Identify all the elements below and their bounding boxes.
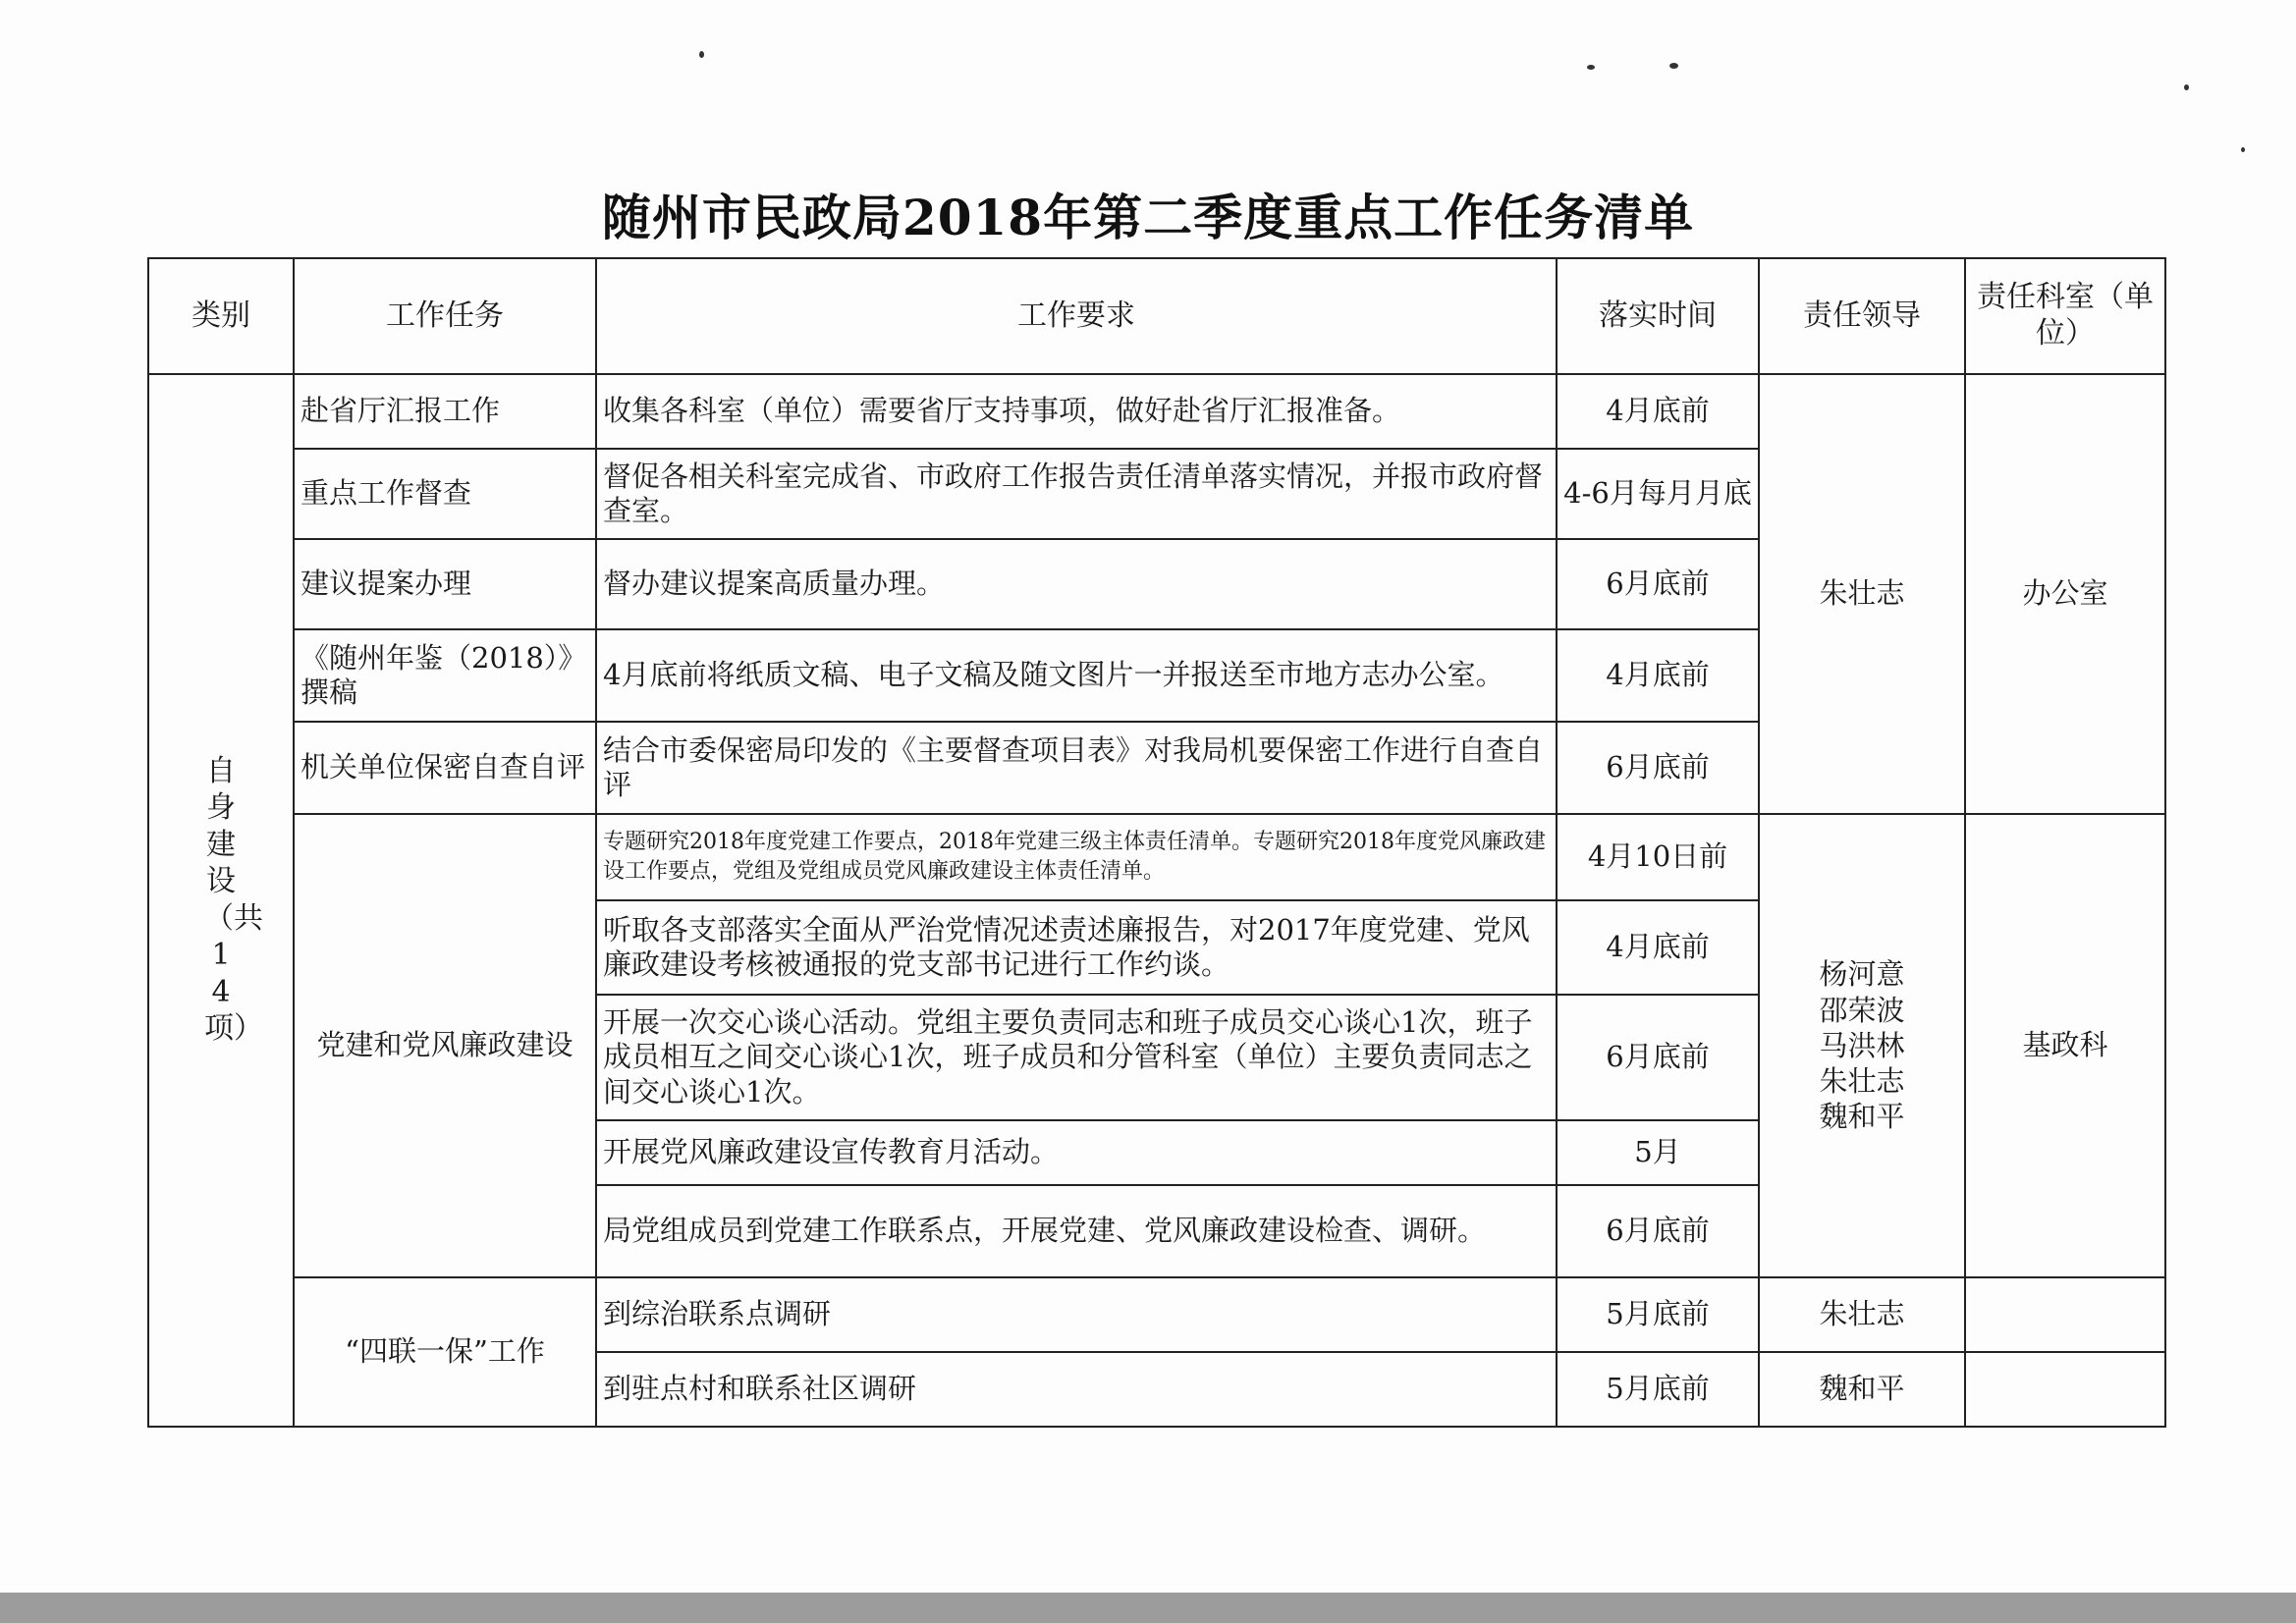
header-category: 类别 xyxy=(148,258,294,374)
leader-cell: 魏和平 xyxy=(1759,1352,1965,1427)
time-cell: 6月底前 xyxy=(1557,539,1759,629)
header-task: 工作任务 xyxy=(294,258,596,374)
category-label: 自身建设（共14项） xyxy=(204,753,263,1047)
category-cell xyxy=(148,374,294,1427)
time-cell: 4-6月每月月底 xyxy=(1557,449,1759,539)
requirement-cell: 收集各科室（单位）需要省厅支持事项，做好赴省厅汇报准备。 xyxy=(596,374,1557,449)
leader-name: 马洪林 xyxy=(1819,1028,1905,1062)
time-cell: 4月10日前 xyxy=(1557,814,1759,900)
leader-name: 魏和平 xyxy=(1819,1100,1905,1134)
time-cell: 6月底前 xyxy=(1557,722,1759,814)
scan-speck xyxy=(2184,84,2189,90)
table-header-row xyxy=(148,258,2165,374)
task-cell: 《随州年鉴（2018）》撰稿 xyxy=(294,629,596,722)
requirement-cell: 局党组成员到党建工作联系点，开展党建、党风廉政建设检查、调研。 xyxy=(596,1185,1557,1277)
leader-cell: 朱壮志 xyxy=(1759,1277,1965,1352)
requirement-cell: 4月底前将纸质文稿、电子文稿及随文图片一并报送至市地方志办公室。 xyxy=(596,629,1557,722)
requirement-cell: 听取各支部落实全面从严治党情况述责述廉报告，对2017年度党建、党风廉政建设考核被通报的党支部书记进行工作约谈。 xyxy=(596,900,1557,995)
time-cell: 4月底前 xyxy=(1557,900,1759,995)
task-cell: 党建和党风廉政建设 xyxy=(294,814,596,1277)
time-cell: 5月底前 xyxy=(1557,1352,1759,1427)
time-cell: 4月底前 xyxy=(1557,629,1759,722)
leader-name: 朱壮志 xyxy=(1819,1064,1905,1099)
time-cell: 4月底前 xyxy=(1557,374,1759,449)
department-cell: 办公室 xyxy=(1965,374,2165,814)
requirement-cell: 开展党风廉政建设宣传教育月活动。 xyxy=(596,1120,1557,1185)
scan-edge-bar xyxy=(0,1593,2296,1623)
leader-cell: 朱壮志 xyxy=(1759,374,1965,814)
leader-list xyxy=(1766,956,1958,1134)
requirement-cell: 到综治联系点调研 xyxy=(596,1277,1557,1352)
scan-speck xyxy=(1587,65,1595,70)
requirement-cell: 开展一次交心谈心活动。党组主要负责同志和班子成员交心谈心1次，班子成员相互之间交心谈心1次，班子成员和分管科室（单位）主要负责同志之间交心谈心1次。 xyxy=(596,995,1557,1120)
header-requirement: 工作要求 xyxy=(596,258,1557,374)
task-cell: “四联一保”工作 xyxy=(294,1277,596,1427)
header-leader: 责任领导 xyxy=(1759,258,1965,374)
task-cell: 赴省厅汇报工作 xyxy=(294,374,596,449)
requirement-cell: 督促各相关科室完成省、市政府工作报告责任清单落实情况，并报市政府督查室。 xyxy=(596,449,1557,539)
header-time: 落实时间 xyxy=(1557,258,1759,374)
requirement-cell: 结合市委保密局印发的《主要督查项目表》对我局机要保密工作进行自查自评 xyxy=(596,722,1557,814)
leader-cell xyxy=(1759,814,1965,1277)
department-cell: 基政科 xyxy=(1965,814,2165,1277)
scan-speck xyxy=(1669,63,1678,69)
time-cell: 6月底前 xyxy=(1557,1185,1759,1277)
department-cell xyxy=(1965,1352,2165,1427)
requirement-cell: 专题研究2018年度党建工作要点，2018年党建三级主体责任清单。专题研究2018年度党风廉政建设工作要点，党组及党组成员党风廉政建设主体责任清单。 xyxy=(596,814,1557,900)
requirement-cell: 督办建议提案高质量办理。 xyxy=(596,539,1557,629)
leader-name: 邵荣波 xyxy=(1819,993,1905,1027)
table-row xyxy=(148,1277,2165,1352)
task-table xyxy=(147,257,2166,1428)
time-cell: 6月底前 xyxy=(1557,995,1759,1120)
department-cell xyxy=(1965,1277,2165,1352)
leader-name: 杨河意 xyxy=(1819,957,1905,992)
scan-speck xyxy=(2241,147,2245,152)
header-department: 责任科室（单位） xyxy=(1965,258,2165,374)
task-cell: 重点工作督查 xyxy=(294,449,596,539)
task-cell: 机关单位保密自查自评 xyxy=(294,722,596,814)
time-cell: 5月底前 xyxy=(1557,1277,1759,1352)
table-row xyxy=(148,814,2165,900)
scan-speck xyxy=(699,51,704,58)
document-title: 随州市民政局2018年第二季度重点工作任务清单 xyxy=(601,189,1695,246)
table-row xyxy=(148,374,2165,449)
time-cell: 5月 xyxy=(1557,1120,1759,1185)
requirement-cell: 到驻点村和联系社区调研 xyxy=(596,1352,1557,1427)
task-cell: 建议提案办理 xyxy=(294,539,596,629)
